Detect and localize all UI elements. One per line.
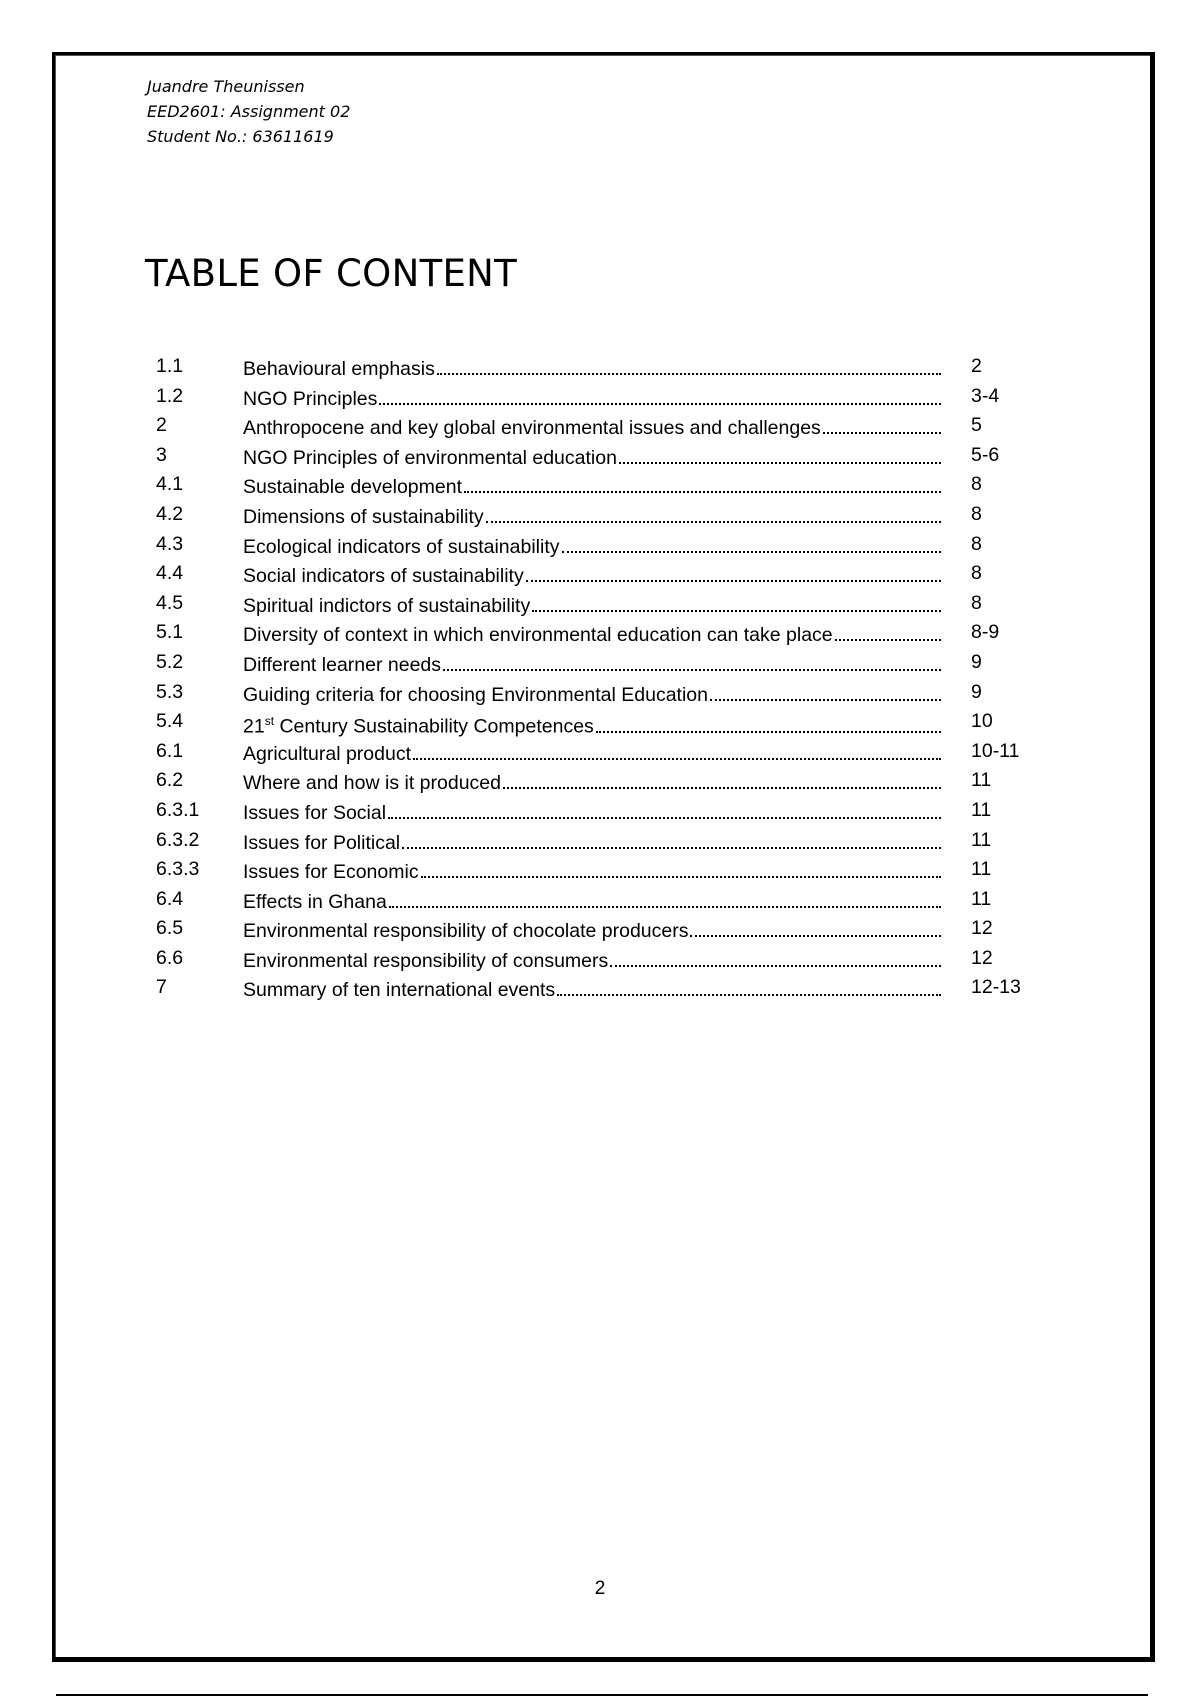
toc-row [156, 765, 1056, 795]
toc-section-title: Effects in Ghana [243, 890, 387, 913]
dot-leader [486, 499, 941, 523]
toc-section-title: NGO Principles of environmental education [243, 446, 617, 469]
toc-page-ref: 8 [971, 562, 982, 585]
toc-entry [243, 558, 941, 591]
toc-entry [243, 351, 941, 384]
toc-section-number: 6.1 [156, 739, 184, 762]
toc-page-ref: 2 [971, 355, 982, 377]
toc-entry [243, 617, 941, 650]
toc-row [156, 795, 1056, 825]
toc-page-ref: 8 [971, 502, 982, 525]
toc-section-title: Agricultural product [243, 742, 411, 765]
toc-section-title: Behavioural emphasis [243, 358, 435, 380]
toc-entry [243, 588, 941, 621]
toc-page-ref: 5-6 [971, 443, 1000, 466]
toc-section-title: Environmental responsibility of chocolate producers [243, 920, 689, 943]
toc-section-number: 4.4 [156, 562, 184, 585]
footer-rule [56, 1694, 1148, 1696]
toc-section-number: 6.3.1 [156, 798, 200, 821]
toc-section-title: Summary of ten international events [243, 979, 556, 1002]
toc-row [156, 736, 1056, 766]
toc-entry [243, 825, 941, 858]
toc-page-ref: 8 [971, 473, 982, 496]
toc-section-number: 5.4 [156, 710, 184, 733]
toc-entry [243, 972, 941, 1005]
toc-entry [243, 469, 941, 502]
toc-page-ref: 10 [971, 710, 993, 733]
toc-section-number: 4.3 [156, 532, 184, 555]
toc-section-number: 6.4 [156, 887, 184, 910]
toc-section-number: 1.1 [156, 355, 184, 377]
toc-row [156, 943, 1056, 973]
toc-row [156, 558, 1056, 588]
toc-section-number: 6.6 [156, 946, 184, 969]
dot-leader [388, 795, 941, 819]
toc-section-title: Sustainable development [243, 476, 462, 499]
dot-leader [413, 736, 941, 760]
toc-row [156, 499, 1056, 529]
toc-section-title: Ecological indicators of sustainability [243, 535, 560, 558]
toc-row [156, 884, 1056, 914]
toc-page-ref: 11 [971, 798, 992, 821]
toc-section-title: Issues for Economic [243, 861, 419, 884]
toc-entry [243, 913, 941, 946]
toc-entry [243, 410, 941, 443]
toc-page-ref: 12 [971, 917, 993, 940]
dot-leader [562, 529, 942, 553]
toc-section-title: Where and how is it produced [243, 772, 501, 795]
toc-section-number: 1.2 [156, 384, 184, 407]
toc-page-ref: 12 [971, 946, 993, 969]
dot-leader [437, 351, 941, 375]
toc-page-ref: 9 [971, 650, 982, 673]
toc-entry [243, 943, 941, 976]
toc-section-number: 6.3.3 [156, 858, 200, 881]
dot-leader [402, 825, 941, 849]
toc-page-ref: 11 [971, 769, 992, 792]
toc-page-ref: 8 [971, 532, 982, 555]
toc-section-title: 21st Century Sustainability Competences [243, 714, 594, 738]
toc-entry [243, 765, 941, 798]
toc-page-ref: 10-11 [971, 739, 1020, 762]
toc-section-title: Issues for Social [243, 801, 387, 824]
toc-title: TABLE OF CONTENT [145, 252, 518, 295]
toc-row [156, 381, 1056, 411]
toc-row [156, 706, 1056, 736]
toc-entry [243, 499, 941, 532]
dot-leader [710, 677, 941, 701]
toc-row [156, 854, 1056, 884]
toc-section-title: Diversity of context in which environmental education can take place [243, 624, 833, 647]
dot-leader [690, 913, 941, 937]
toc-section-number: 6.2 [156, 769, 184, 792]
toc-entry [243, 884, 941, 917]
toc-row [156, 529, 1056, 559]
dot-leader [596, 709, 941, 733]
toc-page-ref: 5 [971, 414, 982, 437]
toc-section-number: 3 [156, 443, 167, 466]
toc-entry [243, 854, 941, 887]
dot-leader [464, 469, 941, 493]
document-header [147, 74, 350, 149]
toc-row [156, 677, 1056, 707]
toc-section-number: 5.3 [156, 680, 184, 703]
toc-entry [243, 440, 941, 473]
dot-leader [610, 943, 941, 967]
dot-leader [443, 647, 941, 671]
toc-page-ref: 3-4 [971, 384, 1000, 407]
toc-section-number: 5.1 [156, 621, 184, 644]
toc-entry [243, 795, 941, 828]
dot-leader [389, 884, 941, 908]
dot-leader [619, 440, 941, 464]
dot-leader [379, 381, 941, 405]
toc-section-title: Spiritual indictors of sustainability [243, 594, 531, 617]
toc-row [156, 469, 1056, 499]
toc-row [156, 588, 1056, 618]
toc-section-number: 7 [156, 976, 167, 999]
toc-section-number: 5.2 [156, 650, 184, 673]
toc-row [156, 440, 1056, 470]
toc-entry [243, 381, 941, 414]
dot-leader [503, 765, 941, 789]
toc-section-number: 4.1 [156, 473, 184, 496]
page-number: 2 [594, 1578, 606, 1599]
toc-page-ref: 8-9 [971, 621, 1000, 644]
toc-section-number: 6.5 [156, 917, 184, 940]
dot-leader [421, 854, 941, 878]
toc-section-title: Issues for Political [243, 831, 401, 854]
toc-entry [243, 529, 941, 562]
dot-leader [526, 558, 941, 582]
dot-leader [823, 410, 941, 434]
toc-section-number: 4.2 [156, 502, 184, 525]
dot-leader [532, 588, 941, 612]
dot-leader [835, 617, 941, 641]
toc-page-ref: 11 [971, 828, 992, 851]
toc-page-ref: 11 [971, 887, 992, 910]
toc-entry [243, 647, 941, 680]
dot-leader [557, 972, 941, 996]
toc-section-number: 2 [156, 414, 167, 437]
toc-list [156, 351, 1056, 1002]
toc-row [156, 410, 1056, 440]
toc-row [156, 825, 1056, 855]
toc-row [156, 617, 1056, 647]
toc-section-title: Anthropocene and key global environmental issues and challenges [243, 417, 821, 440]
author-name: Juandre Theunissen [147, 77, 305, 96]
toc-page-ref: 11 [971, 858, 992, 881]
toc-row [156, 972, 1056, 1002]
toc-section-number: 4.5 [156, 591, 184, 614]
toc-entry [243, 677, 941, 710]
toc-page-ref: 12-13 [971, 976, 1021, 999]
toc-section-title: Different learner needs [243, 653, 442, 676]
toc-entry [243, 736, 941, 769]
student-number: Student No.: 63611619 [147, 127, 334, 146]
toc-row [156, 913, 1056, 943]
toc-row [156, 647, 1056, 677]
toc-section-number: 6.3.2 [156, 828, 200, 851]
toc-page-ref: 8 [971, 591, 982, 614]
toc-section-title: Environmental responsibility of consumers [243, 949, 609, 972]
toc-page-ref: 9 [971, 680, 982, 703]
toc-section-title: Social indicators of sustainability [243, 565, 524, 588]
toc-section-title: Dimensions of sustainability [243, 505, 484, 528]
course-assignment: EED2601: Assignment 02 [147, 102, 351, 121]
toc-section-title: Guiding criteria for choosing Environmental Education [243, 683, 709, 706]
toc-section-title: NGO Principles [243, 387, 378, 410]
toc-row [156, 351, 1056, 381]
